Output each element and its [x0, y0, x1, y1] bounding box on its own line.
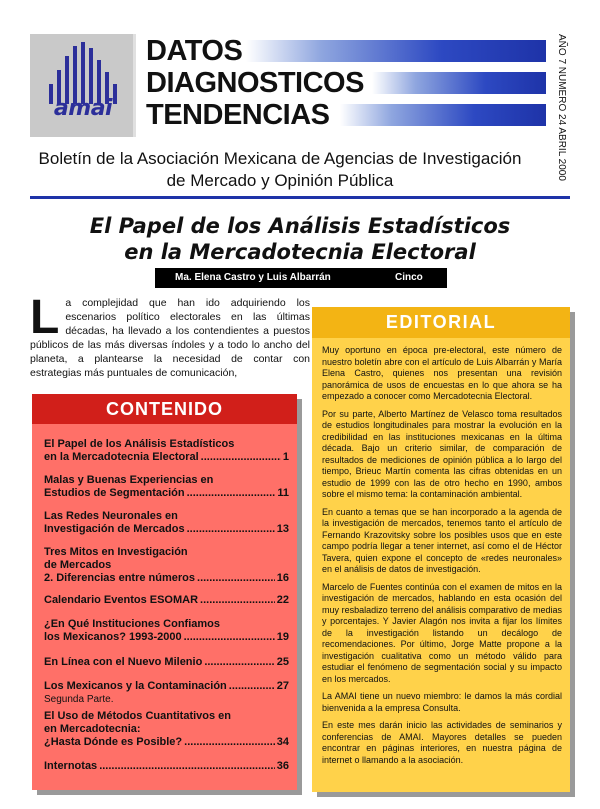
intro-text: a complejidad que han ido adquiriendo los escenarios político electorales en las últimas décadas, ha llevado a los contendientes a puestos públicos de las más diversas índoles y a todo lo ancho del planeta, a plantearse la necesidad de contar con estrategias más puntuales de comunicación, [30, 297, 310, 379]
toc-page-number: 1 [282, 451, 289, 463]
toc-page-number: 25 [276, 656, 289, 668]
toc-item-line: de Mercados [44, 559, 112, 571]
toc-item-line: ¿Hasta Dónde es Posible? [44, 736, 183, 748]
toc-page-number: 11 [277, 487, 289, 499]
subtitle-line-1: Boletín de la Asociación Mexicana de Agencias de Investigación [38, 149, 522, 168]
editorial-paragraph: Marcelo de Fuentes continúa con el examen de mitos en la investigación de mercados, hablando en esta ocasión del muy resbaladizo terreno del análisis comparativo de medias y porcentajes. Y Javier Alagón nos invita a fijar los límites de la investigación listando un decálogo de recomendaciones. Por último, Jorge Matte propone a la investigación cualitativa como un método válido para estudiar el fenómeno de segmentación social y su impacto en los mercados. [322, 581, 562, 684]
contents-box [32, 394, 297, 790]
article-intro [30, 291, 310, 380]
toc-item-line: en la Mercadotecnia Electoral [44, 451, 199, 463]
toc-item[interactable] [44, 546, 289, 585]
masthead-tendencias: TENDENCIAS [146, 99, 330, 131]
toc-item-line: El Uso de Métodos Cuantitativos en [44, 710, 232, 722]
bulletin-subtitle [20, 148, 540, 192]
toc-item-line: Estudios de Segmentación [44, 487, 185, 499]
editorial-paragraph: Por su parte, Alberto Martínez de Velasco toma resultados de estudios longitudinales para mostrar la evolución en la credibilidad en las instituciones mexicanas en la última década. Bajo un criterio similar, de comparación de resultados de mediciones de opinión pública a lo largo del tiempo, Brieuc Martín comenta las cifras obtenidas en un estudio de 1999 con las de otro hecho en 1990, ambos sobre el mismo tema: la contaminación ambiental. [322, 408, 562, 499]
masthead-bar-2 [372, 72, 546, 94]
toc-item-line: Malas y Buenas Experiencias en [44, 474, 214, 486]
toc-item[interactable] [44, 680, 289, 706]
toc-item-note: Segunda Parte. [44, 694, 114, 705]
subtitle-line-2: de Mercado y Opinión Pública [166, 171, 394, 190]
toc-item-line: en Mercadotecnia: [44, 723, 141, 735]
toc-item-line: En Línea con el Nuevo Milenio [44, 656, 203, 668]
issue-info [553, 34, 569, 214]
logo-text: amai [53, 96, 113, 121]
toc-item[interactable] [44, 656, 289, 669]
toc-item-line: Internotas [44, 760, 98, 772]
toc-page-number: 34 [276, 736, 289, 748]
editorial-paragraph: En este mes darán inicio las actividades de seminarios y conferencias de AMAI. Mayores detalles se pueden encontrar en páginas interiores, en nuestra página de internet o llamando a la asociación. [322, 720, 562, 765]
toc-item-line: ¿En Qué Instituciones Confiamos [44, 618, 221, 630]
toc-item[interactable] [44, 438, 289, 464]
toc-item-line: Las Redes Neuronales en [44, 510, 178, 522]
toc-item-line: 2. Diferencias entre números [44, 572, 196, 584]
toc-item[interactable] [44, 510, 289, 536]
masthead-diagnosticos: DIAGNOSTICOS [146, 67, 364, 99]
editorial-heading: EDITORIAL [312, 307, 570, 338]
toc-item[interactable] [44, 618, 289, 644]
toc-item[interactable] [44, 710, 289, 749]
drop-cap: L [30, 291, 60, 344]
toc-item-line: Investigación de Mercados [44, 523, 185, 535]
issue-text: AÑO 7 NUMERO 24 ABRIL 2000 [556, 34, 567, 181]
toc-item-line: El Papel de los Análisis Estadísticos [44, 438, 235, 450]
title-line-2: en la Mercadotecnia Electoral [124, 240, 476, 264]
toc-page-number: 22 [276, 594, 289, 606]
masthead-datos: DATOS [146, 35, 243, 67]
byline-authors: Ma. Elena Castro y Luis Albarrán [175, 272, 331, 283]
editorial-box [312, 307, 570, 792]
editorial-paragraph: En cuanto a temas que se han incorporado a la agenda de la investigación de mercados, tenemos tanto el artículo de Fernando Krazovitsky sobre los posibles usos que en este campo podría llegar a tener internet, así como el de Héctor Tavera, quien expone el concepto de «redes neuronales» en el análisis de datos de investigación. [322, 506, 562, 574]
editorial-paragraph: La AMAI tiene un nuevo miembro: le damos la más cordial bienvenida a la empresa Consulta. [322, 691, 562, 713]
masthead-bar-1 [246, 40, 546, 62]
header-rule [30, 196, 570, 199]
byline [155, 268, 447, 288]
article-title [40, 213, 560, 265]
toc-item[interactable] [44, 474, 289, 500]
amai-logo [30, 34, 136, 137]
toc-item[interactable] [44, 594, 289, 607]
toc-item-line: Calendario Eventos ESOMAR [44, 594, 199, 606]
toc-page-number: 16 [276, 572, 289, 584]
toc-page-number: 27 [276, 680, 289, 692]
toc-page-number: 13 [276, 523, 289, 535]
editorial-paragraph: Muy oportuno en época pre-electoral, este número de nuestro boletín abre con el artículo de Luis Albarrán y María Elena Castro, quienes nos presentan una revisión panorámica de usos de encuestas en lo que ahora se ha empezado a conocer como Mercadotecnia Electoral. [322, 345, 562, 401]
toc-page-number: 19 [276, 631, 289, 643]
toc-item-line: Tres Mitos en Investigación [44, 546, 188, 558]
title-line-1: El Papel de los Análisis Estadísticos [89, 214, 511, 238]
editorial-body [322, 345, 562, 772]
toc-item[interactable] [44, 760, 289, 773]
toc-item-line: los Mexicanos? 1993-2000 [44, 631, 182, 643]
toc-item-line: Los Mexicanos y la Contaminación [44, 680, 227, 692]
contents-heading: CONTENIDO [32, 394, 297, 424]
toc-page-number: 36 [276, 760, 289, 772]
logo-bars-icon [45, 42, 125, 104]
masthead-bar-3 [340, 104, 546, 126]
byline-company: Cinco [395, 272, 423, 283]
